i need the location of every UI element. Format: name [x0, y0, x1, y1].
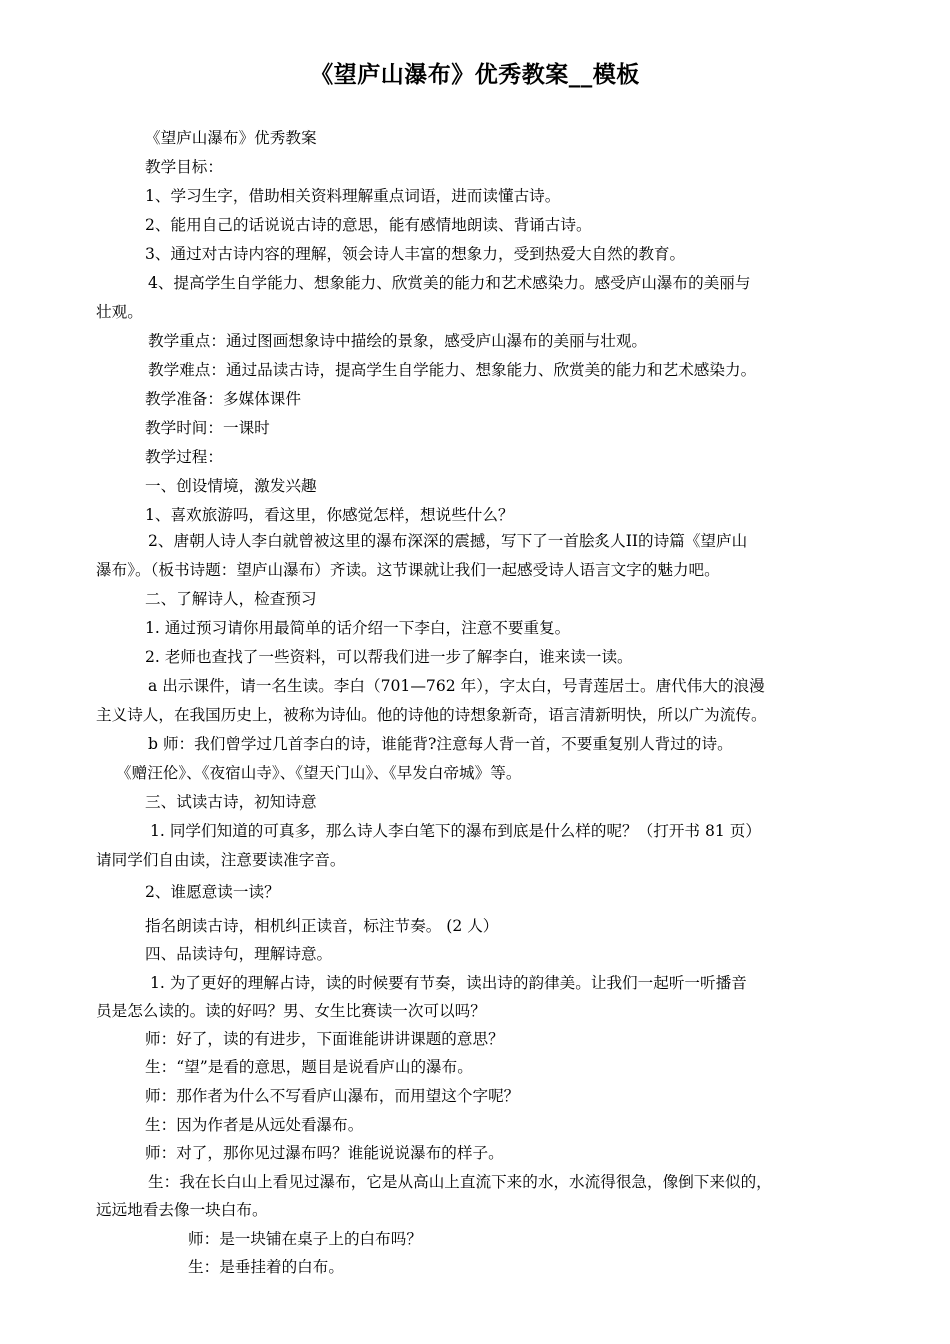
- text-line: 2、谁愿意读一读？: [145, 883, 280, 901]
- text-line: 教学重点：通过图画想象诗中描绘的景象，感受庐山瀑布的美丽与壮观。: [148, 332, 648, 350]
- text-line: 1. 同学们知道的可真多，那么诗人李白笔下的瀑布到底是什么样的呢？（打开书 81 页）: [150, 822, 761, 840]
- text-line: 指名朗读古诗，相机纠正读音，标注节奏。 (2 人）: [145, 917, 499, 935]
- text-line: 教学时间：一课时: [145, 419, 270, 437]
- text-line: 1、喜欢旅游吗，看这里，你感觉怎样，想说些什么？: [145, 506, 514, 524]
- text-line: 2. 老师也查找了一些资料，可以帮我们进一步了解李白，谁来读一读。: [145, 648, 633, 666]
- text-line: 三、试读古诗，初知诗意: [145, 793, 317, 811]
- text-line: 教学难点：通过品读古诗，提高学生自学能力、想象能力、欣赏美的能力和艺术感染力。: [148, 361, 757, 379]
- text-line: 一、创设情境，激发兴趣: [145, 477, 317, 495]
- text-line: 远远地看去像一块白布。: [96, 1201, 268, 1219]
- text-line: 教学准备：多媒体课件: [145, 390, 301, 408]
- text-line: 生：因为作者是从远处看瀑布。: [145, 1116, 364, 1134]
- text-line: 1、学习生字，借助相关资料理解重点词语，进而读懂古诗。: [145, 187, 561, 205]
- text-line: 《望庐山瀑布》优秀教案: [145, 129, 317, 147]
- text-line: 教学目标：: [145, 158, 223, 176]
- text-line: 教学过程：: [145, 448, 223, 466]
- text-line: 请同学们自由读，注意要读准字音。: [96, 851, 346, 869]
- text-line: 生：我在长白山上看见过瀑布，它是从高山上直流下来的水，水流得很急，像倒下来似的，: [148, 1173, 772, 1191]
- text-line: 2、能用自己的话说说古诗的意思，能有感情地朗读、背诵古诗。: [145, 216, 592, 234]
- text-line: a 出示课件，请一名生读。李白（701—762 年），字太白，号青莲居士。唐代伟大的浪漫: [148, 677, 765, 695]
- document-title: 《望庐山瀑布》优秀教案__模板: [310, 62, 640, 88]
- text-line: 3、通过对古诗内容的理解，领会诗人丰富的想象力，受到热爱大自然的教育。: [145, 245, 686, 263]
- text-line: 1. 通过预习请你用最简单的话介绍一下李白，注意不要重复。: [145, 619, 571, 637]
- text-line: 壮观。: [96, 303, 143, 321]
- text-line: 师：对了，那你见过瀑布吗？谁能说说瀑布的样子。: [145, 1144, 504, 1162]
- text-line: 员是怎么读的。读的好吗？男、女生比赛读一次可以吗？: [96, 1002, 486, 1020]
- text-line: 师：是一块铺在桌子上的白布吗？: [188, 1230, 422, 1248]
- text-line: 2、唐朝人诗人李白就曾被这里的瀑布深深的震撼，写下了一首脍炙人II的诗篇《望庐山: [148, 532, 748, 550]
- text-line: 1. 为了更好的理解占诗，读的时候要有节奏，读出诗的韵律美。让我们一起听一听播音: [150, 974, 747, 992]
- text-line: 二、了解诗人，检查预习: [145, 590, 317, 608]
- text-line: 师：好了，读的有进步，下面谁能讲讲课题的意思？: [145, 1030, 504, 1048]
- text-line: 生：是垂挂着的白布。: [188, 1258, 344, 1276]
- text-line: 4、提高学生自学能力、想象能力、欣赏美的能力和艺术感染力。感受庐山瀑布的美丽与: [148, 274, 751, 292]
- text-line: 《赠汪伦》、《夜宿山寺》、《望天门山》、《早发白帝城》等。: [116, 764, 522, 782]
- text-line: 四、品读诗句，理解诗意。: [145, 945, 333, 963]
- text-line: 师：那作者为什么不写看庐山瀑布，而用望这个字呢？: [145, 1087, 520, 1105]
- text-line: b 师：我们曾学过几首李白的诗，谁能背?注意每人背一首，不要重复别人背过的诗。: [148, 735, 733, 753]
- text-line: 主义诗人，在我国历史上，被称为诗仙。他的诗他的诗想象新奇，语言清新明快，所以广为流传。: [96, 706, 767, 724]
- text-line: 瀑布》。（板书诗题：望庐山瀑布）齐读。这节课就让我们一起感受诗人语言文字的魅力吧。: [96, 561, 720, 579]
- text-line: 生：“望”是看的意思，题目是说看庐山的瀑布。: [145, 1058, 473, 1076]
